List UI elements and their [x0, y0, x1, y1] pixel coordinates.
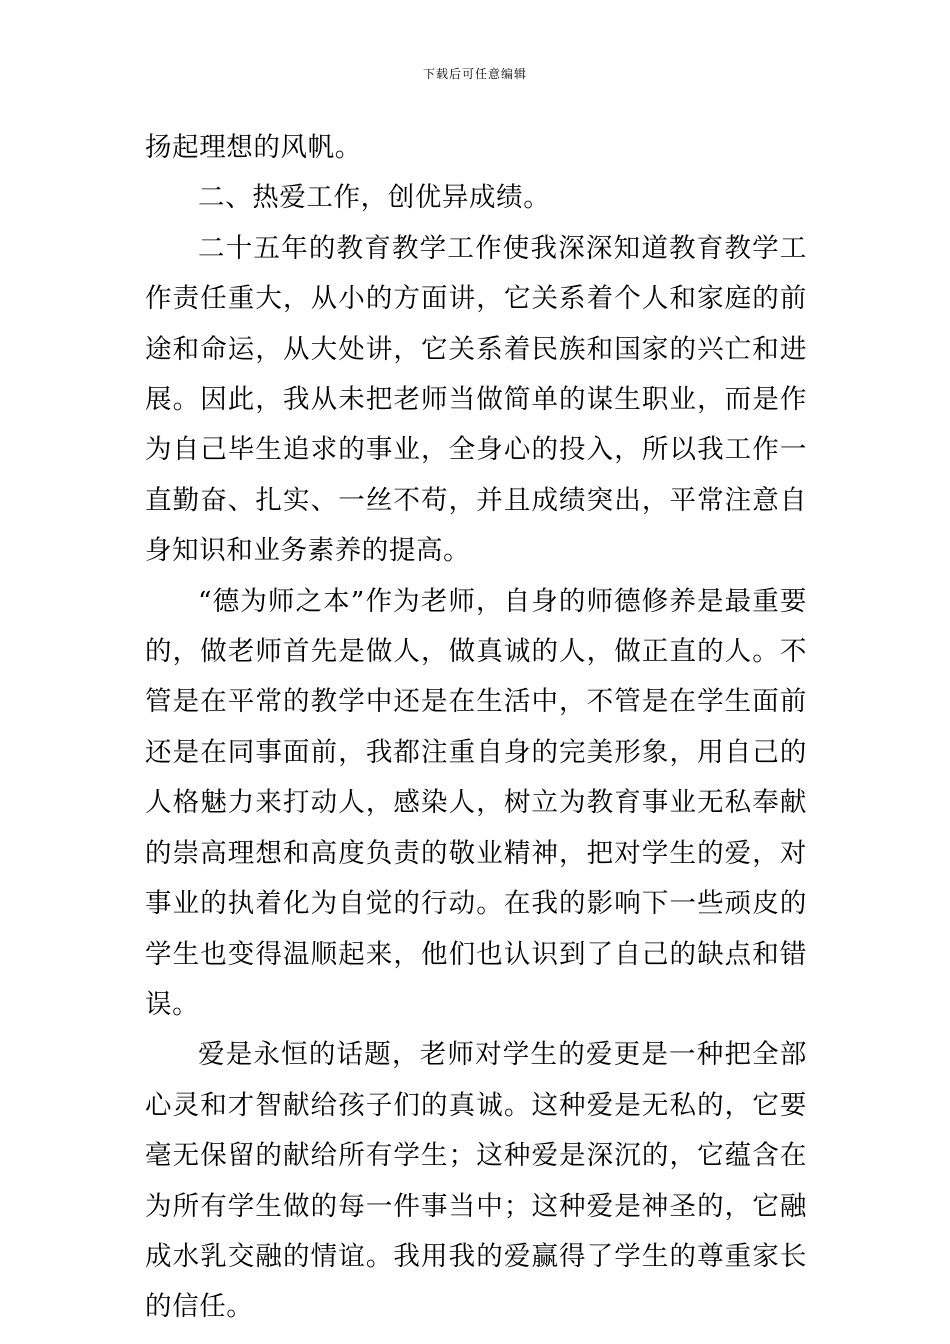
- paragraph-5: 爱是永恒的话题，老师对学生的爱更是一种把全部心灵和才智献给孩子们的真诚。这种爱是无私的，它要毫无保留的献给所有学生；这种爱是深沉的，它蕴含在为所有学生做的每一件事当中；这种爱是神圣的，它融成水乳交融的情谊。我用我的爱赢得了学生的尊重家长的信任。: [145, 1039, 807, 1323]
- paragraph-3: 二十五年的教育教学工作使我深深知道教育教学工作责任重大，从小的方面讲，它关系着个人和家庭的前途和命运，从大处讲，它关系着民族和国家的兴亡和进展。因此，我从未把老师当做简单的谋生职业，而是作为自己毕生追求的事业，全身心的投入，所以我工作一直勤奋、扎实、一丝不苟，并且成绩突出，平常注意自身知识和业务素养的提高。: [145, 232, 807, 567]
- paragraph-4: “德为师之本”作为老师，自身的师德修养是最重要的，做老师首先是做人，做真诚的人，做正直的人。不管是在平常的教学中还是在生活中，不管是在学生面前还是在同事面前，我都注重自身的完美形象，用自己的人格魅力来打动人，感染人，树立为教育事业无私奉献的崇高理想和高度负责的敬业精神，把对学生的爱，对事业的执着化为自觉的行动。在我的影响下一些顽皮的学生也变得温顺起来，他们也认识到了自己的缺点和错误。: [145, 585, 807, 1020]
- page-header: 下载后可任意编辑: [422, 67, 527, 81]
- document-body: [145, 123, 807, 1333]
- paragraph-1: 扬起理想的风帆。: [145, 132, 362, 163]
- paragraph-2-section-heading: 二、热爱工作，创优异成绩。: [198, 182, 551, 214]
